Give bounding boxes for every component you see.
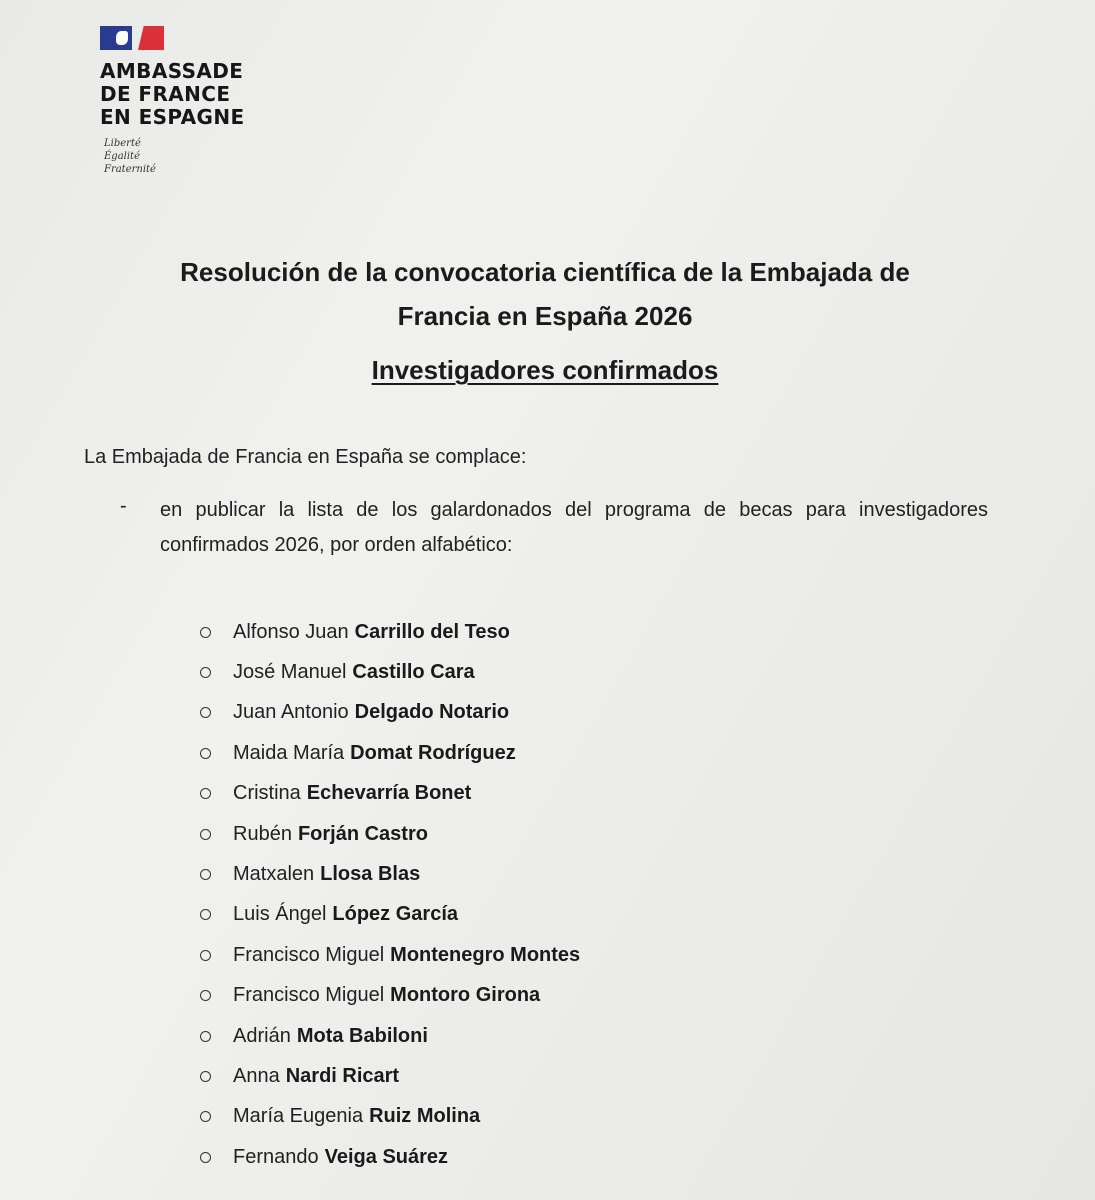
circle-bullet-icon bbox=[200, 829, 211, 840]
awardee-last-name: Castillo Cara bbox=[352, 661, 475, 684]
circle-bullet-icon bbox=[200, 909, 211, 920]
motto-line: Liberté bbox=[104, 138, 141, 149]
list-item bbox=[200, 1097, 580, 1137]
embassy-logo bbox=[100, 26, 300, 176]
circle-bullet-icon bbox=[200, 1152, 211, 1163]
list-item bbox=[200, 612, 580, 652]
list-item bbox=[200, 693, 580, 733]
awardee-first-name: Fernando bbox=[233, 1145, 319, 1168]
awardee-last-name: Domat Rodríguez bbox=[350, 741, 516, 764]
awardee-last-name: Forján Castro bbox=[297, 822, 428, 845]
embassy-name-line: DE FRANCE bbox=[100, 82, 231, 106]
awardee-last-name: Montenegro Montes bbox=[390, 943, 581, 966]
awardee-first-name: José Manuel bbox=[233, 661, 347, 684]
awardee-last-name: Nardi Ricart bbox=[285, 1064, 400, 1087]
circle-bullet-icon bbox=[200, 990, 211, 1001]
list-item bbox=[200, 976, 580, 1016]
motto-line: Fraternité bbox=[104, 164, 156, 175]
list-item bbox=[200, 774, 580, 814]
circle-bullet-icon bbox=[200, 1111, 211, 1122]
awardee-first-name: María Eugenia bbox=[233, 1105, 364, 1128]
title-line: Francia en España 2026 bbox=[397, 301, 693, 331]
list-item bbox=[200, 733, 580, 773]
intro-paragraph: La Embajada de Francia en España se complace: bbox=[84, 446, 527, 468]
list-item bbox=[200, 935, 580, 975]
document-title bbox=[60, 250, 1030, 338]
awardees-list bbox=[200, 612, 580, 1177]
circle-bullet-icon bbox=[200, 1031, 211, 1042]
list-item bbox=[200, 1016, 580, 1056]
embassy-name bbox=[100, 60, 300, 129]
dash-list-text: en publicar la lista de los galardonados del programa de becas para investigadores confirmados 2026, por orden alfabético: bbox=[160, 499, 988, 556]
awardee-first-name: Adrián bbox=[233, 1024, 291, 1047]
list-item bbox=[200, 1137, 580, 1177]
awardee-first-name: Alfonso Juan bbox=[233, 620, 349, 643]
awardee-first-name: Francisco Miguel bbox=[233, 984, 385, 1007]
document-subtitle bbox=[60, 355, 1030, 386]
awardee-last-name: Echevarría Bonet bbox=[306, 782, 472, 805]
circle-bullet-icon bbox=[200, 667, 211, 678]
awardee-last-name: Veiga Suárez bbox=[324, 1145, 449, 1168]
circle-bullet-icon bbox=[200, 950, 211, 961]
list-item bbox=[200, 854, 580, 894]
circle-bullet-icon bbox=[200, 627, 211, 638]
awardee-first-name: Luis Ángel bbox=[233, 903, 327, 926]
awardee-first-name: Juan Antonio bbox=[233, 701, 349, 724]
awardee-last-name: Carrillo del Teso bbox=[354, 620, 510, 643]
awardee-last-name: López García bbox=[332, 903, 459, 926]
list-item bbox=[200, 1056, 580, 1096]
republic-motto bbox=[104, 137, 300, 176]
marianne-flag-icon bbox=[100, 26, 164, 50]
awardee-first-name: Anna bbox=[233, 1064, 280, 1087]
circle-bullet-icon bbox=[200, 707, 211, 718]
circle-bullet-icon bbox=[200, 788, 211, 799]
dash-list-item bbox=[120, 493, 988, 563]
dash-bullet: - bbox=[120, 495, 127, 517]
awardee-last-name: Mota Babiloni bbox=[296, 1024, 428, 1047]
embassy-name-line: AMBASSADE bbox=[100, 59, 244, 83]
circle-bullet-icon bbox=[200, 1071, 211, 1082]
motto-line: Égalité bbox=[104, 151, 140, 162]
awardee-last-name: Ruiz Molina bbox=[369, 1105, 481, 1128]
embassy-name-line: EN ESPAGNE bbox=[100, 105, 245, 129]
awardee-first-name: Maida María bbox=[233, 741, 345, 764]
circle-bullet-icon bbox=[200, 869, 211, 880]
list-item bbox=[200, 895, 580, 935]
awardee-first-name: Francisco Miguel bbox=[233, 943, 385, 966]
awardee-last-name: Delgado Notario bbox=[354, 701, 510, 724]
awardee-first-name: Cristina bbox=[233, 782, 301, 805]
awardee-first-name: Rubén bbox=[233, 822, 292, 845]
awardee-last-name: Llosa Blas bbox=[320, 863, 421, 886]
awardee-first-name: Matxalen bbox=[233, 863, 315, 886]
subtitle-text: Investigadores confirmados bbox=[371, 355, 719, 385]
circle-bullet-icon bbox=[200, 748, 211, 759]
title-line: Resolución de la convocatoria científica de la Embajada de bbox=[180, 257, 910, 287]
awardee-last-name: Montoro Girona bbox=[390, 984, 541, 1007]
list-item bbox=[200, 814, 580, 854]
list-item bbox=[200, 652, 580, 692]
